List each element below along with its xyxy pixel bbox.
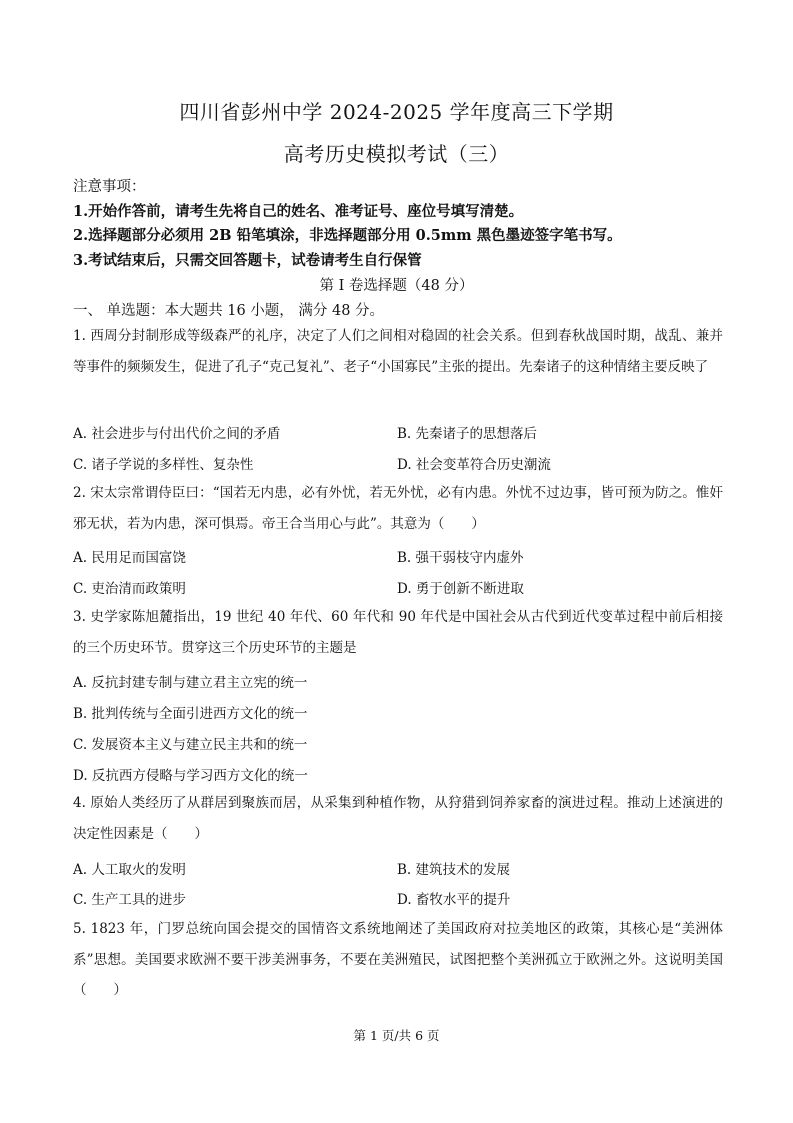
page-footer: 第 1 页/共 6 页 <box>353 1028 440 1043</box>
question-2-stem: 2. 宋太宗常谓侍臣曰：“国若无内患，必有外忧，若无外忧，必有内患。外忧不过边事，皆可预为防之。惟奸邪无状，若为内患，深可惧焉。帝王合当用心与此”。其意为（ ） <box>73 485 723 532</box>
part-title: 一、 单选题：本大题共 16 小题， 满分 48 分。 <box>73 303 385 319</box>
question-3-option-a[interactable]: A. 反抗封建专制与建立君主立宪的统一 <box>73 675 308 691</box>
question-2-option-d[interactable]: D. 勇于创新不断进取 <box>397 581 524 597</box>
exam-title-line2: 高考历史模拟考试（三） <box>283 142 510 166</box>
question-1-stem: 1. 西周分封制形成等级森严的礼序，决定了人们之间相对稳固的社会关系。但到春秋战国时期，战乱、兼并等事件的频频发生，促进了孔子“克己复礼”、老子“小国寡民”主张的提出。先秦诸子的这种情绪主要反映了 <box>73 328 723 375</box>
question-1-option-d[interactable]: D. 社会变革符合历史潮流 <box>397 457 551 473</box>
question-4-stem: 4. 原始人类经历了从群居到聚族而居，从采集到种植作物，从狩猎到饲养家畜的演进过程。推动上述演进的决定性因素是（ ） <box>73 795 723 842</box>
question-4-option-a[interactable]: A. 人工取火的发明 <box>73 862 186 878</box>
question-1-option-a[interactable]: A. 社会进步与付出代价之间的矛盾 <box>73 426 281 442</box>
question-3-option-b[interactable]: B. 批判传统与全面引进西方文化的统一 <box>73 706 308 722</box>
question-2-option-c[interactable]: C. 吏治清而政策明 <box>73 581 186 597</box>
question-2-option-a[interactable]: A. 民用足而国富饶 <box>73 550 186 566</box>
notice-item-1: 1.开始作答前，请考生先将自己的姓名、准考证号、座位号填写清楚。 <box>73 203 524 220</box>
notice-item-2: 2.选择题部分必须用 2B 铅笔填涂，非选择题部分用 0.5mm 黑色墨迹签字笔书写。 <box>73 227 622 244</box>
question-4-option-c[interactable]: C. 生产工具的进步 <box>73 892 186 908</box>
question-4-option-d[interactable]: D. 畜牧水平的提升 <box>397 892 511 908</box>
question-3-option-d[interactable]: D. 反抗西方侵略与学习西方文化的统一 <box>73 768 308 784</box>
exam-title-line1: 四川省彭州中学 2024-2025 学年度高三下学期 <box>179 100 614 124</box>
question-1-option-b[interactable]: B. 先秦诸子的思想落后 <box>397 426 538 442</box>
notice-heading: 注意事项： <box>73 179 146 195</box>
question-2-option-b[interactable]: B. 强干弱枝守内虚外 <box>397 550 524 566</box>
notice-item-3: 3.考试结束后，只需交回答题卡，试卷请考生自行保管 <box>73 252 422 269</box>
question-1-option-c[interactable]: C. 诸子学说的多样性、复杂性 <box>73 457 254 473</box>
question-3-stem: 3. 史学家陈旭麓指出，19 世纪 40 年代、60 年代和 90 年代是中国社会从古代到近代变革过程中前后相接的三个历史环节。贯穿这三个历史环节的主题是 <box>73 609 723 656</box>
question-5-stem: 5. 1823 年，门罗总统向国会提交的国情咨文系统地阐述了美国政府对拉美地区的政策，其核心是“美洲体系”思想。美国要求欧洲不要干涉美洲事务，不要在美洲殖民，试图把整个美洲孤立于欧洲之外。这说明美国（ ） <box>73 921 723 998</box>
question-3-option-c[interactable]: C. 发展资本主义与建立民主共和的统一 <box>73 737 308 753</box>
section-title: 第 I 卷选择题（48 分） <box>319 278 474 294</box>
question-4-option-b[interactable]: B. 建筑技术的发展 <box>397 862 511 878</box>
